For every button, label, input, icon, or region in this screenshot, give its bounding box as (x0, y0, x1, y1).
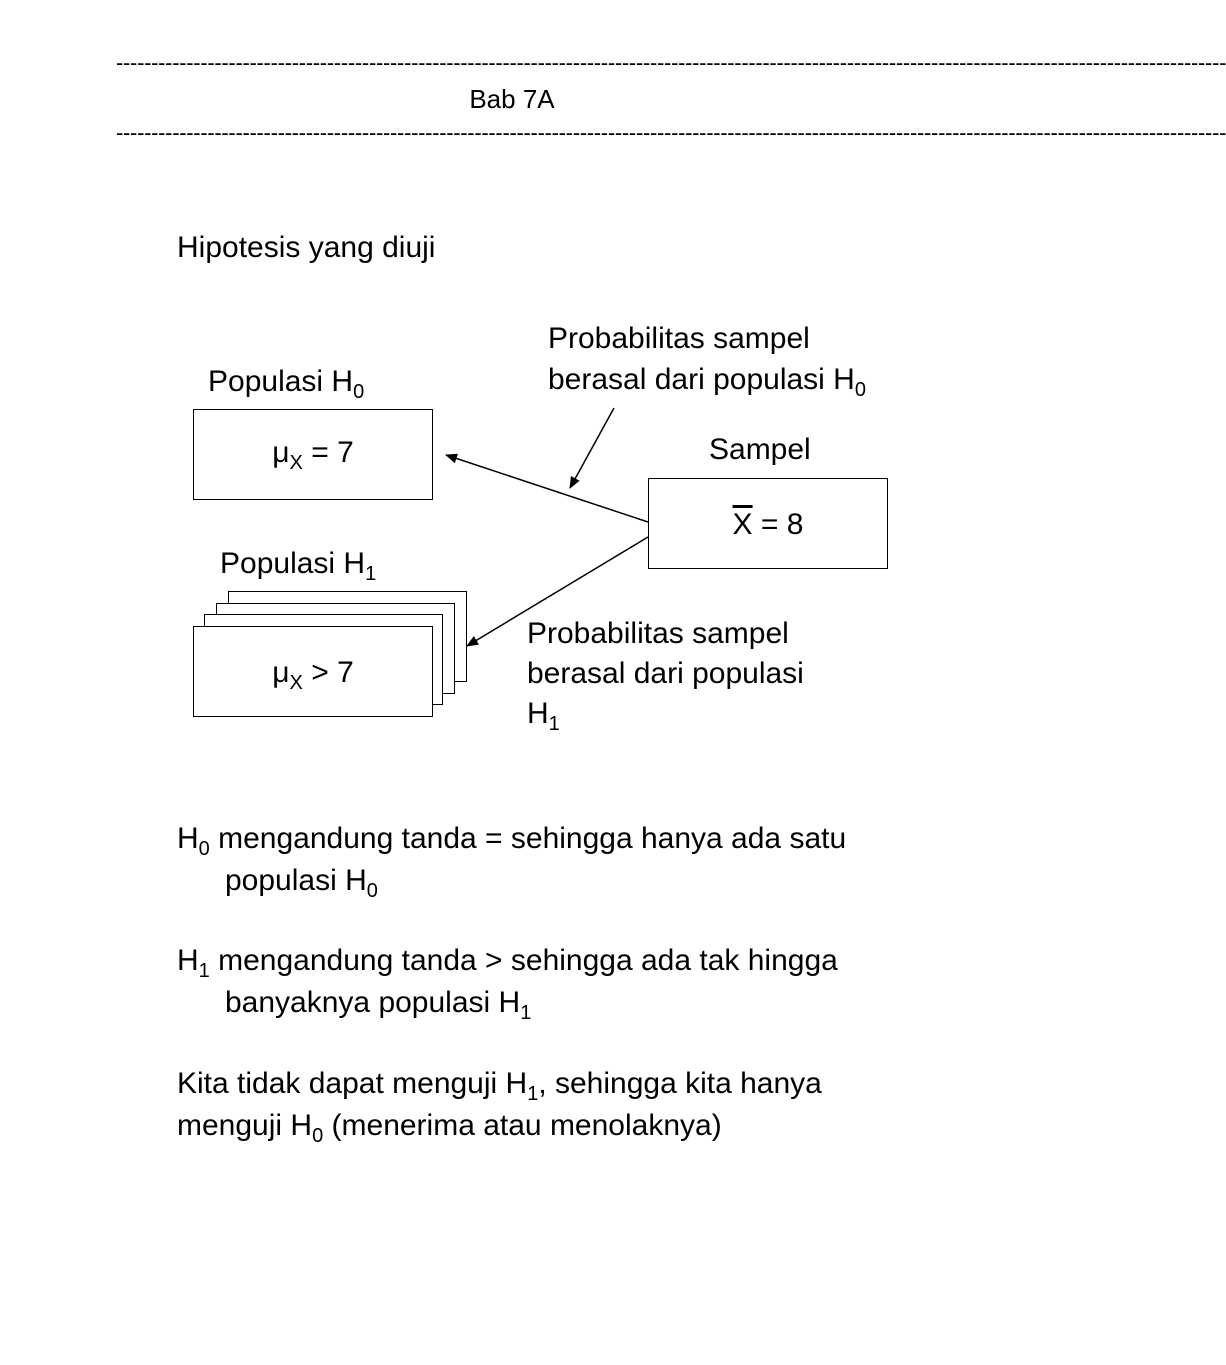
sample-mean: $\overline{X} = 8$ (732, 508, 804, 541)
annotation-h0: Probabilitas sampel berasal dari populasi $H_0$ (548, 322, 866, 401)
section-heading: Hipotesis yang diuji (177, 231, 436, 264)
header-divider-top: -------------------------------------------------------------------------------------------------------------------------------------------------------------- (116, 50, 1226, 75)
sample-box (648, 478, 888, 569)
statement-h1: $H_1$ mengandung tanda > sehingga ada tak hingga banyaknya populasi $H_1$ (177, 944, 838, 1024)
population-h1-mean: $\mu_X > 7$ (272, 656, 354, 694)
population-h0-box (193, 409, 433, 500)
statement-h0: $H_0$ mengandung tanda = sehingga hanya ada satu populasi $H_0$ (177, 822, 847, 902)
population-h1-label: Populasi $H_1$ (220, 547, 377, 585)
arrow-sample-to-h0 (446, 455, 648, 522)
sample-label: Sampel (709, 433, 811, 466)
conclusion: Kita tidak dapat menguji $H_1$, sehingga kita hanya menguji $H_0$ (menerima atau menolaknya) (177, 1067, 822, 1147)
population-h0-mean: $\mu_X = 7$ (272, 436, 354, 474)
arrow-annotation-h0 (570, 408, 614, 488)
header-divider-bottom: -------------------------------------------------------------------------------------------------------------------------------------------------------------- (116, 120, 1226, 145)
population-h0-label: Populasi $H_0$ (208, 365, 365, 403)
sample-mean-symbol: $\overline{X}$ (732, 508, 753, 541)
population-h1-box (193, 626, 433, 717)
annotation-h1: Probabilitas sampel berasal dari populasi $H_1$ (527, 617, 804, 735)
page-title: Bab 7A (469, 84, 555, 114)
